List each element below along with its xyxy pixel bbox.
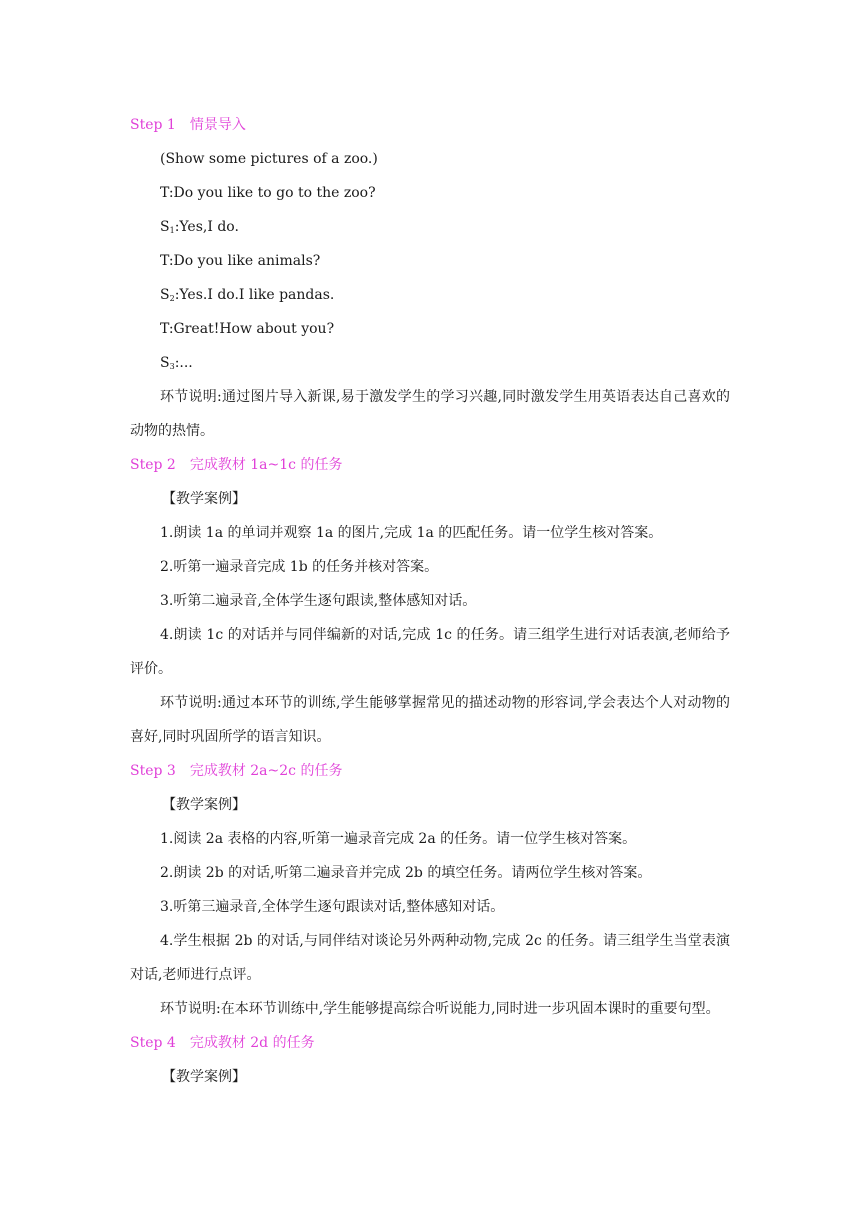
step-3-note: 环节说明:在本环节训练中,学生能够提高综合听说能力,同时进一步巩固本课时的重要句型。 [160, 1001, 720, 1017]
step-2-item-1: 1.朗读 1a 的单词并观察 1a 的图片,完成 1a 的匹配任务。请一位学生核对答案。 [160, 525, 663, 541]
dialogue-line-1: (Show some pictures of a zoo.) [160, 151, 378, 167]
step-2-item-2: 2.听第一遍录音完成 1b 的任务并核对答案。 [160, 559, 439, 575]
step-2-item-4: 4.朗读 1c 的对话并与同伴编新的对话,完成 1c 的任务。请三组学生进行对话表演,老师给予评价。 [130, 627, 730, 677]
step-2-item-3: 3.听第二遍录音,全体学生逐句跟读,整体感知对话。 [160, 593, 477, 609]
speaker-s3-index: 3 [169, 362, 175, 371]
step-1-label: Step 1 [130, 117, 176, 133]
step-2-case-label: 【教学案例】 [162, 491, 246, 507]
step-3-item-1: 1.阅读 2a 表格的内容,听第一遍录音完成 2a 的任务。请一位学生核对答案。 [160, 831, 637, 847]
step-2-heading [130, 448, 730, 482]
speaker-s1-index: 1 [169, 226, 175, 235]
speaker-s2: S [160, 287, 170, 303]
step-3-heading [130, 754, 730, 788]
s2-reply: :Yes.I do.I like pandas. [174, 287, 335, 303]
s3-reply: :... [174, 355, 193, 371]
speaker-s1: S [160, 219, 170, 235]
speaker-s2-index: 2 [169, 294, 175, 303]
dialogue-line-great: T:Great!How about you? [160, 321, 335, 337]
step-3-item-3: 3.听第三遍录音,全体学生逐句跟读对话,整体感知对话。 [160, 899, 505, 915]
dialogue-line-animals: T:Do you like animals? [160, 253, 321, 269]
step-4-title: 完成教材 2d 的任务 [189, 1035, 315, 1051]
step-3-label: Step 3 [130, 763, 176, 779]
step-1-heading [130, 108, 730, 142]
step-1-title: 情景导入 [189, 117, 246, 133]
step-3-item-4: 4.学生根据 2b 的对话,与同伴结对谈论另外两种动物,完成 2c 的任务。请三组学生当堂表演对话,老师进行点评。 [130, 933, 730, 983]
step-2-title: 完成教材 1a~1c 的任务 [189, 457, 343, 473]
dialogue-line-s2 [130, 278, 730, 312]
dialogue-line-s1 [130, 210, 730, 244]
step-1-note: 环节说明:通过图片导入新课,易于激发学生的学习兴趣,同时激发学生用英语表达自己喜欢的动物的热情。 [130, 389, 730, 439]
dialogue-line-s3 [130, 346, 730, 380]
step-2-label: Step 2 [130, 457, 176, 473]
dialogue-line-2: T:Do you like to go to the zoo? [160, 185, 376, 201]
step-4-case-label: 【教学案例】 [162, 1069, 246, 1085]
step-3-title: 完成教材 2a~2c 的任务 [189, 763, 343, 779]
step-4-label: Step 4 [130, 1035, 176, 1051]
step-3-case-label: 【教学案例】 [162, 797, 246, 813]
step-2-note: 环节说明:通过本环节的训练,学生能够掌握常见的描述动物的形容词,学会表达个人对动物的喜好,同时巩固所学的语言知识。 [130, 695, 730, 745]
step-3-item-2: 2.朗读 2b 的对话,听第二遍录音并完成 2b 的填空任务。请两位学生核对答案。 [160, 865, 652, 881]
s1-reply: :Yes,I do. [174, 219, 239, 235]
speaker-s3: S [160, 355, 170, 371]
step-4-heading [130, 1026, 730, 1060]
document-content [130, 108, 730, 1094]
